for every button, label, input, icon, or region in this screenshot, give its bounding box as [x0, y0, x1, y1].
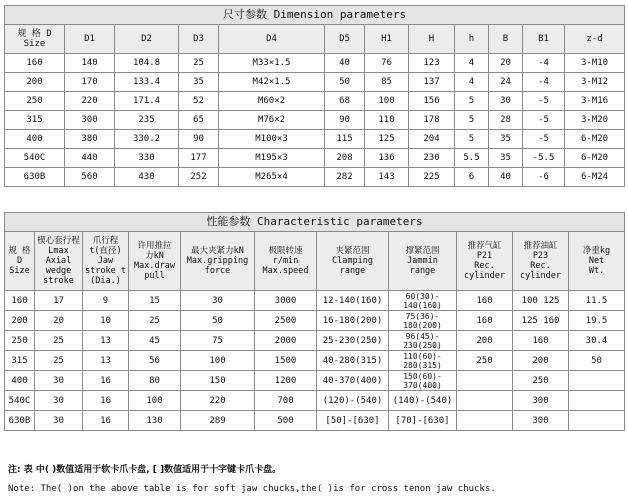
char-cell: 220: [181, 391, 255, 411]
char-cell: 160: [5, 291, 35, 311]
header-line: 许用推拉: [137, 241, 172, 251]
char-cell: 30: [181, 291, 255, 311]
dim-cell: 380: [65, 130, 115, 149]
char-cell: 30.4: [569, 331, 625, 351]
char-cell: 80: [129, 371, 181, 391]
dim-cell: 35: [489, 130, 523, 149]
char-cell: [569, 411, 625, 431]
header-line: Jammin: [407, 256, 438, 266]
char-cell: 30: [35, 391, 83, 411]
header-line: Axial: [45, 256, 72, 266]
dimension-table-title: 尺寸参数 Dimension parameters: [5, 6, 625, 25]
char-cell: 25: [35, 351, 83, 371]
char-cell: 25-230(250): [317, 331, 389, 351]
char-cell: 300: [513, 411, 569, 431]
char-cell: 16-180(200): [317, 311, 389, 331]
char-header-0: [5, 232, 35, 291]
char-cell: 25: [35, 331, 83, 351]
header-line: Wt.: [588, 266, 605, 276]
dim-header-3: [179, 25, 219, 54]
dim-cell: 90: [325, 111, 365, 130]
char-cell: 200: [457, 331, 513, 351]
char-cell: [457, 391, 513, 411]
dim-cell: 3-M12: [565, 73, 625, 92]
char-cell: 100: [129, 391, 181, 411]
header-line: D5: [339, 34, 350, 44]
dim-cell: M100×3: [219, 130, 325, 149]
dim-cell: 440: [65, 149, 115, 168]
dim-cell: 52: [179, 92, 219, 111]
dim-cell: 3-M16: [565, 92, 625, 111]
table-row: [5, 149, 625, 168]
char-header-6: [317, 232, 389, 291]
char-cell: 50: [181, 311, 255, 331]
dim-cell: 5: [455, 111, 489, 130]
header-line: 夹紧范围: [335, 246, 370, 256]
char-cell: 15: [129, 291, 181, 311]
note-english: Note: The( )on the above table is for soft jaw chucks,the( )is for cross tenon jaw chucks.: [8, 484, 496, 494]
header-line: 极限转速: [268, 246, 303, 256]
dim-cell: -5: [523, 111, 565, 130]
header-line: D3: [193, 34, 204, 44]
char-cell: [569, 371, 625, 391]
char-cell: 630B: [5, 411, 35, 431]
dim-cell: 330.2: [115, 130, 179, 149]
char-cell: 200: [5, 311, 35, 331]
dim-cell: 400: [5, 130, 65, 149]
dim-cell: 225: [409, 168, 455, 187]
characteristic-table-title: 性能参数 Characteristic parameters: [5, 213, 625, 232]
table-row: [5, 54, 625, 73]
dim-cell: -6: [523, 168, 565, 187]
char-cell: 700: [255, 391, 317, 411]
char-cell: 56: [129, 351, 181, 371]
dim-cell: 156: [409, 92, 455, 111]
dim-cell: 300: [65, 111, 115, 130]
char-cell: [389, 371, 457, 391]
char-cell: 1500: [255, 351, 317, 371]
dim-cell: 65: [179, 111, 219, 130]
header-line: pull: [144, 271, 165, 281]
char-cell: 17: [35, 291, 83, 311]
dim-cell: 137: [409, 73, 455, 92]
dim-cell: 282: [325, 168, 365, 187]
dim-cell: 28: [489, 111, 523, 130]
char-cell: 10: [83, 311, 129, 331]
dim-cell: 110: [365, 111, 409, 130]
header-line: 最大夹紧力kN: [191, 246, 244, 256]
table-row: [5, 291, 625, 311]
dim-cell: 171.4: [115, 92, 179, 111]
header-line: Max.gripping: [186, 256, 249, 266]
dim-cell: 430: [115, 168, 179, 187]
header-line: D2: [141, 34, 152, 44]
dim-cell: 25: [179, 54, 219, 73]
header-line: Net: [588, 256, 605, 266]
dim-cell: 4: [455, 73, 489, 92]
char-cell: [389, 311, 457, 331]
dim-header-5: [325, 25, 365, 54]
header-line: h: [468, 34, 475, 44]
header-line: Max.draw: [134, 261, 175, 271]
char-header-4: [181, 232, 255, 291]
dim-cell: 178: [409, 111, 455, 130]
header-line: 规 格 D: [17, 29, 52, 39]
char-cell: 30: [35, 411, 83, 431]
dim-cell: 40: [325, 54, 365, 73]
char-cell: [389, 351, 457, 371]
char-cell: [457, 411, 513, 431]
table-row: [5, 92, 625, 111]
dim-cell: 160: [5, 54, 65, 73]
header-line: Jaw: [97, 256, 114, 266]
header-line: force: [204, 266, 231, 276]
char-cell: 30: [35, 371, 83, 391]
char-cell: 40-370(400): [317, 371, 389, 391]
char-cell: 250: [5, 331, 35, 351]
char-cell: [389, 331, 457, 351]
char-cell: 45: [129, 331, 181, 351]
header-line: t(直径): [89, 246, 122, 256]
dim-cell: 5: [455, 92, 489, 111]
dim-cell: 4: [455, 54, 489, 73]
char-cell: 19.5: [569, 311, 625, 331]
header-line: D4: [266, 34, 277, 44]
header-line: range: [339, 266, 366, 276]
dim-cell: 90: [179, 130, 219, 149]
header-line: stroke t: [85, 266, 126, 276]
dim-cell: 85: [365, 73, 409, 92]
char-cell: [50]-[630]: [317, 411, 389, 431]
char-cell: 150: [181, 371, 255, 391]
table-row: [5, 168, 625, 187]
cell-line: 230(250): [403, 340, 442, 350]
header-line: 楔心套行程 Lmax: [37, 236, 80, 256]
dim-cell: 50: [325, 73, 365, 92]
char-cell: [389, 411, 457, 431]
char-cell: 200: [513, 351, 569, 371]
char-cell: 25: [129, 311, 181, 331]
header-line: cylinder: [464, 271, 505, 281]
table-row: [5, 111, 625, 130]
dim-cell: 5: [455, 130, 489, 149]
header-line: range: [409, 266, 436, 276]
dim-cell: 200: [5, 73, 65, 92]
char-cell: 1200: [255, 371, 317, 391]
header-line: z-d: [586, 34, 603, 44]
dim-cell: 6-M24: [565, 168, 625, 187]
dim-cell: 35: [179, 73, 219, 92]
dim-cell: 6-M20: [565, 149, 625, 168]
char-cell: 160: [457, 291, 513, 311]
char-header-8: [457, 232, 513, 291]
char-cell: [389, 391, 457, 411]
char-cell: 12-140(160): [317, 291, 389, 311]
cell-line: 150(60)-: [403, 371, 442, 381]
dim-header-1: [65, 25, 115, 54]
char-cell: 75: [181, 331, 255, 351]
dim-cell: M60×2: [219, 92, 325, 111]
dim-cell: 5.5: [455, 149, 489, 168]
char-header-3: [129, 232, 181, 291]
dim-cell: 3-M20: [565, 111, 625, 130]
dim-cell: 252: [179, 168, 219, 187]
char-cell: 13: [83, 331, 129, 351]
dim-header-11: [565, 25, 625, 54]
header-line: 力kN: [145, 251, 164, 261]
char-cell: 16: [83, 411, 129, 431]
char-cell: 130: [129, 411, 181, 431]
cell-line: 370(400): [403, 380, 442, 390]
header-line: wedge: [45, 266, 72, 276]
char-cell: 500: [255, 411, 317, 431]
header-line: Clamping: [332, 256, 373, 266]
char-cell: [457, 371, 513, 391]
dim-cell: 177: [179, 149, 219, 168]
dim-cell: M33×1.5: [219, 54, 325, 73]
characteristic-table: [4, 212, 625, 431]
char-cell: 11.5: [569, 291, 625, 311]
char-cell: 2000: [255, 331, 317, 351]
dim-cell: M195×3: [219, 149, 325, 168]
char-cell: 160: [457, 311, 513, 331]
dim-header-10: [523, 25, 565, 54]
dim-header-2: [115, 25, 179, 54]
dim-header-8: [455, 25, 489, 54]
header-line: (Dia.): [90, 276, 121, 286]
char-cell: 16: [83, 391, 129, 411]
header-line: 净重kg: [582, 246, 611, 256]
dim-cell: 123: [409, 54, 455, 73]
note-chinese: 注: 表 中( )数值适用于软卡爪卡盘, [ ]数值适用于十字键卡爪卡盘。: [8, 465, 282, 475]
header-line: cylinder: [520, 271, 561, 281]
table-row: [5, 411, 625, 431]
dim-cell: 3-M10: [565, 54, 625, 73]
dim-cell: -4: [523, 73, 565, 92]
dim-cell: 315: [5, 111, 65, 130]
cell-line: 96(45)-: [405, 331, 440, 341]
dim-cell: M76×2: [219, 111, 325, 130]
header-line: Rec.: [474, 261, 495, 271]
char-cell: 250: [457, 351, 513, 371]
dim-cell: 76: [365, 54, 409, 73]
char-header-7: [389, 232, 457, 291]
char-header-10: [569, 232, 625, 291]
dim-header-6: [365, 25, 409, 54]
table-row: [5, 130, 625, 149]
char-cell: 9: [83, 291, 129, 311]
dim-cell: -5: [523, 92, 565, 111]
dim-cell: M265×4: [219, 168, 325, 187]
table-row: [5, 371, 625, 391]
dim-cell: 125: [365, 130, 409, 149]
dim-header-9: [489, 25, 523, 54]
dim-cell: 204: [409, 130, 455, 149]
header-line: 推荐气缸: [467, 241, 502, 251]
dim-cell: 20: [489, 54, 523, 73]
dim-cell: 68: [325, 92, 365, 111]
header-line: P23: [532, 251, 549, 261]
dim-cell: 220: [65, 92, 115, 111]
dim-cell: 35: [489, 149, 523, 168]
dim-cell: 136: [365, 149, 409, 168]
cell-line: (140)-(540): [392, 395, 453, 406]
table-row: [5, 391, 625, 411]
cell-line: 280(315): [403, 360, 442, 370]
dim-header-7: [409, 25, 455, 54]
dim-cell: 30: [489, 92, 523, 111]
cell-line: 180(200): [403, 320, 442, 330]
header-line: H1: [381, 34, 392, 44]
header-line: B1: [538, 34, 549, 44]
char-cell: 20: [35, 311, 83, 331]
char-cell: 40-280(315): [317, 351, 389, 371]
char-header-5: [255, 232, 317, 291]
char-cell: 300: [513, 391, 569, 411]
dim-cell: 6: [455, 168, 489, 187]
char-cell: 315: [5, 351, 35, 371]
dim-cell: 115: [325, 130, 365, 149]
header-line: Max.speed: [262, 266, 309, 276]
table-row: [5, 351, 625, 371]
header-line: 撑紧范围: [405, 246, 440, 256]
dim-cell: 540C: [5, 149, 65, 168]
char-cell: 289: [181, 411, 255, 431]
cell-line: 140(160): [403, 300, 442, 310]
dim-cell: 208: [325, 149, 365, 168]
header-line: Rec.: [530, 261, 551, 271]
header-line: H: [428, 34, 435, 44]
char-cell: 125 160: [513, 311, 569, 331]
dim-cell: M42×1.5: [219, 73, 325, 92]
dim-cell: 143: [365, 168, 409, 187]
dim-cell: 24: [489, 73, 523, 92]
dim-cell: 133.4: [115, 73, 179, 92]
header-line: Size: [23, 39, 46, 49]
dimension-table: [4, 5, 625, 187]
dim-cell: 40: [489, 168, 523, 187]
dim-cell: 230: [409, 149, 455, 168]
char-cell: 400: [5, 371, 35, 391]
char-cell: 13: [83, 351, 129, 371]
dim-cell: 6-M20: [565, 130, 625, 149]
header-line: D: [16, 256, 23, 266]
table-row: [5, 311, 625, 331]
dim-cell: 235: [115, 111, 179, 130]
dim-header-4: [219, 25, 325, 54]
cell-line: 110(60)-: [403, 351, 442, 361]
dim-cell: -5.5: [523, 149, 565, 168]
char-cell: 250: [513, 371, 569, 391]
char-cell: 160: [513, 331, 569, 351]
dim-cell: 330: [115, 149, 179, 168]
header-line: D1: [84, 34, 95, 44]
char-header-9: [513, 232, 569, 291]
header-line: P21: [476, 251, 493, 261]
char-cell: 2500: [255, 311, 317, 331]
dim-header-0: [5, 25, 65, 54]
char-cell: 16: [83, 371, 129, 391]
char-cell: 50: [569, 351, 625, 371]
header-line: 爪行程: [92, 236, 119, 246]
header-line: Size: [9, 266, 30, 276]
header-line: r/min: [272, 256, 299, 266]
cell-line: 75(36)-: [405, 311, 440, 321]
dim-cell: 170: [65, 73, 115, 92]
table-row: [5, 331, 625, 351]
char-cell: 540C: [5, 391, 35, 411]
dim-cell: 250: [5, 92, 65, 111]
cell-line: [70]-[630]: [395, 415, 450, 426]
table-row: [5, 73, 625, 92]
dim-cell: 100: [365, 92, 409, 111]
cell-line: 60(30)-: [405, 291, 440, 301]
header-line: stroke: [43, 276, 74, 286]
dim-cell: -5: [523, 130, 565, 149]
dim-cell: 104.8: [115, 54, 179, 73]
char-cell: [389, 291, 457, 311]
header-line: B: [502, 34, 509, 44]
char-cell: 3000: [255, 291, 317, 311]
char-header-2: [83, 232, 129, 291]
dim-cell: 140: [65, 54, 115, 73]
char-cell: 100: [181, 351, 255, 371]
char-cell: (120)-(540): [317, 391, 389, 411]
char-cell: [569, 391, 625, 411]
header-line: 规 格: [8, 246, 31, 256]
header-line: 推荐油缸: [523, 241, 558, 251]
dim-cell: 630B: [5, 168, 65, 187]
char-cell: 100 125: [513, 291, 569, 311]
dim-cell: -4: [523, 54, 565, 73]
char-header-1: [35, 232, 83, 291]
dim-cell: 560: [65, 168, 115, 187]
